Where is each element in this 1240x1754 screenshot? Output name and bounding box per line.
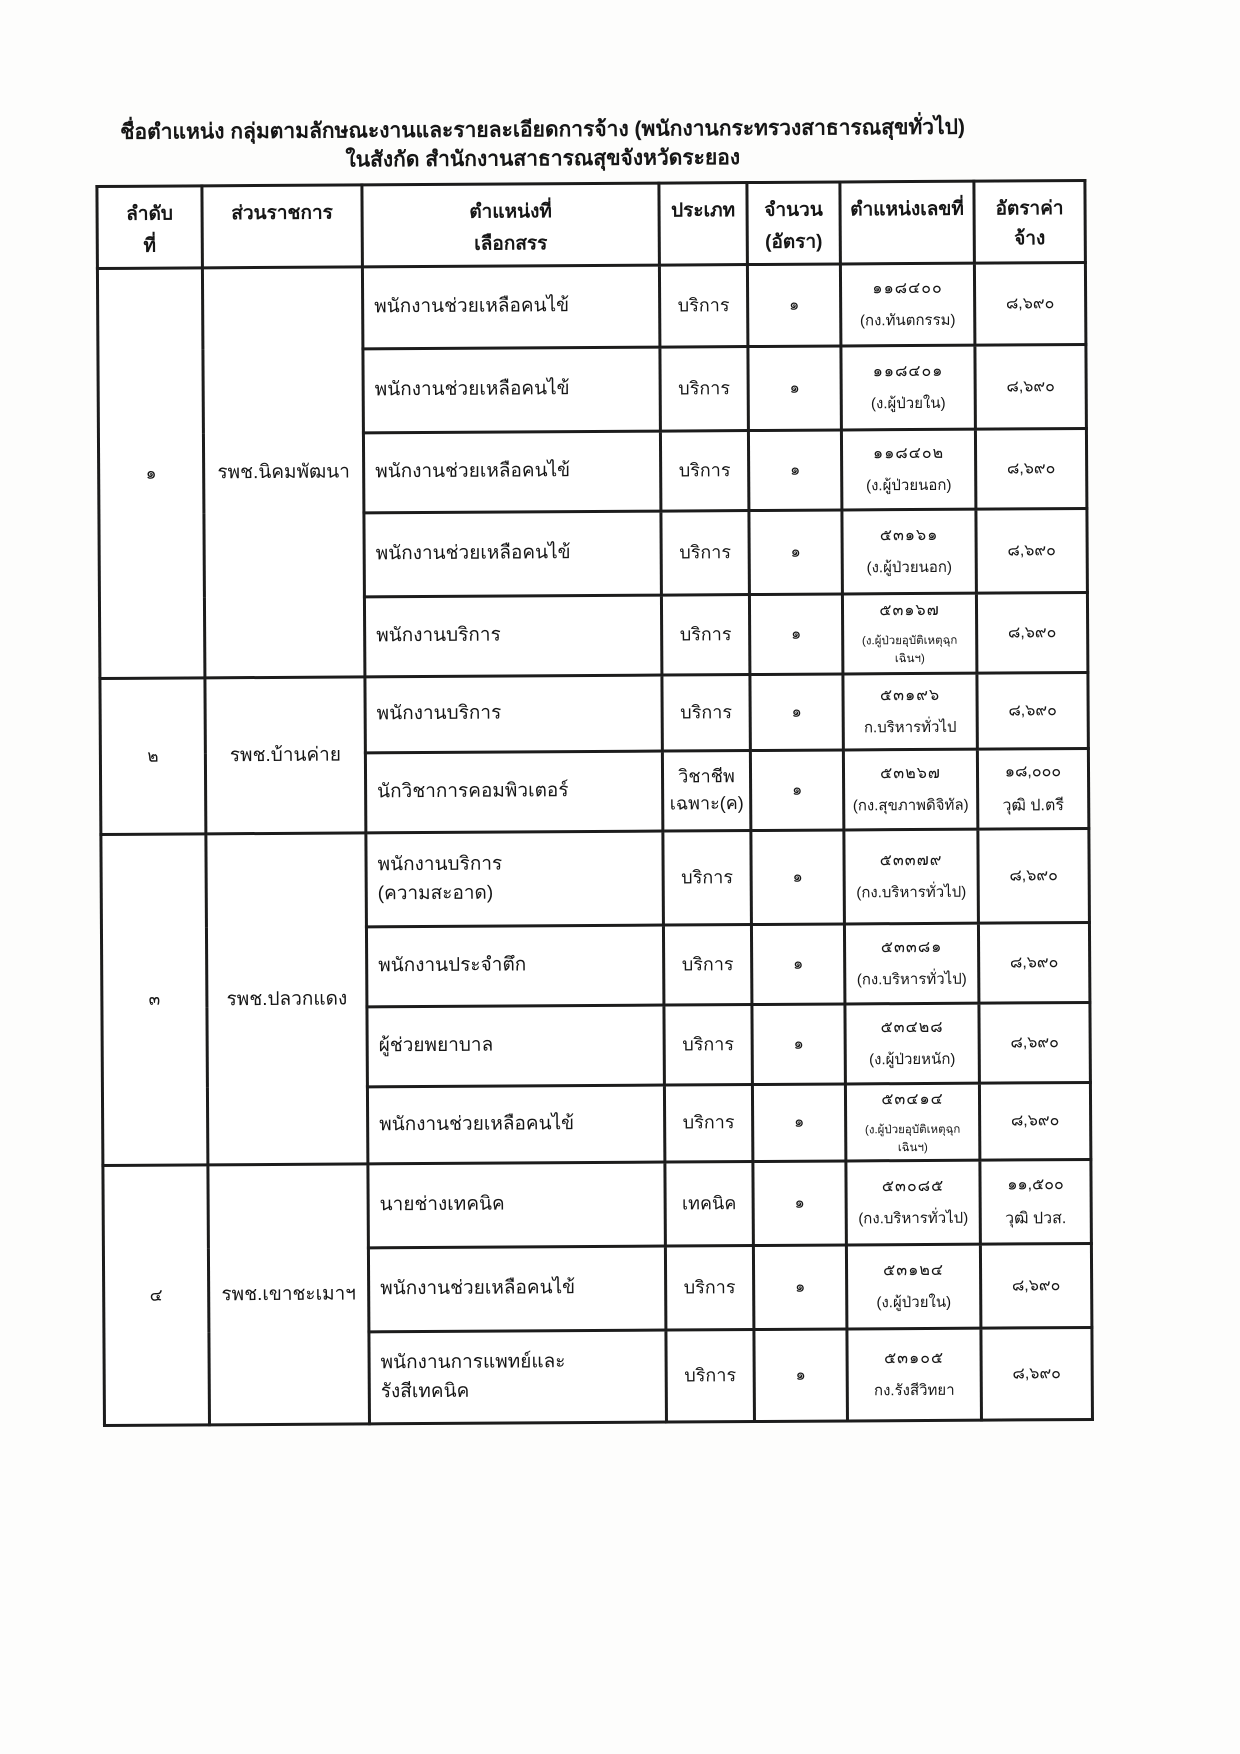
- type-cell: บริการ: [662, 674, 750, 751]
- wage-cell: ๘,๖๙๐: [976, 508, 1088, 593]
- position-number-cell: [845, 1003, 979, 1084]
- count-cell: ๑: [752, 1084, 845, 1162]
- document-subtitle: ในสังกัด สำนักงานสาธารณสุขจังหวัดระยอง: [345, 146, 741, 172]
- count-cell: ๑: [748, 346, 842, 431]
- order-number-cell: ๑: [97, 267, 205, 678]
- type-cell: บริการ: [660, 346, 749, 431]
- wage-amount: ๑๘,๐๐๐: [1004, 762, 1062, 781]
- position-number: ๕๓๑๐๕: [883, 1349, 945, 1368]
- position-cell: [365, 751, 662, 833]
- count-cell: ๑: [750, 750, 843, 831]
- table-row: [101, 828, 1090, 928]
- wage-cell: ๘,๖๙๐: [975, 428, 1086, 509]
- wage-cell: ๘,๖๙๐: [975, 344, 1087, 429]
- position-label: พนักงานช่วยเหลือคนไข้: [379, 1112, 575, 1136]
- position-number: ๕๓๓๗๙: [879, 851, 943, 870]
- position-label: พนักงานประจำตึก: [378, 954, 527, 977]
- wage-qualification: วุฒิ ปวส.: [1005, 1209, 1067, 1228]
- position-department: (กง.บริหารทั่วไป): [858, 1209, 969, 1228]
- position-label: พนักงานช่วยเหลือคนไข้: [375, 542, 571, 565]
- type-cell: บริการ: [661, 594, 749, 675]
- position-number-cell: [845, 1083, 979, 1161]
- position-cell: [368, 1246, 666, 1332]
- position-label: นายช่างเทคนิค: [379, 1193, 505, 1216]
- position-number-cell: [847, 1328, 982, 1421]
- position-department: (ง.ผู้ป่วยนอก): [866, 558, 952, 577]
- position-number-cell: [844, 829, 979, 924]
- header-count-line2: (อัตรา): [765, 231, 823, 253]
- position-label: พนักงานช่วยเหลือคนไข้: [374, 295, 570, 318]
- position-department: (ง.ผู้ป่วยใน): [870, 394, 946, 413]
- position-cell: [363, 347, 661, 433]
- header-order-line2: ที่: [143, 235, 157, 257]
- position-number: ๕๓๑๖๗: [879, 601, 940, 620]
- position-number: ๑๑๘๔๐๐: [872, 279, 943, 298]
- position-number-cell: [843, 673, 977, 750]
- wage-cell: [980, 1159, 1092, 1244]
- position-department: (กง.บริหารทั่วไป): [856, 883, 967, 902]
- position-department: (กง.ทันตกรรม): [859, 311, 956, 330]
- table-row: [97, 262, 1085, 350]
- wage-cell: ๘,๖๙๐: [979, 1002, 1090, 1083]
- position-number: ๕๓๑๙๖: [879, 686, 941, 705]
- position-number: ๕๓๐๘๕: [881, 1177, 945, 1196]
- position-number: ๕๓๔๒๘: [880, 1018, 944, 1037]
- count-cell: ๑: [749, 510, 843, 595]
- position-cell: [366, 925, 663, 1007]
- position-number: ๕๓๒๖๗: [880, 764, 941, 783]
- type-cell: เทคนิค: [665, 1161, 754, 1246]
- wage-cell: ๘,๖๙๐: [976, 592, 1087, 673]
- position-cell: [367, 1085, 664, 1164]
- position-label: พนักงานช่วยเหลือคนไข้: [374, 378, 570, 401]
- position-cell: [366, 831, 664, 927]
- count-cell: ๑: [751, 830, 845, 925]
- wage-cell: ๘,๖๙๐: [978, 828, 1090, 923]
- count-cell: ๑: [748, 430, 841, 511]
- position-number-cell: [846, 1244, 981, 1329]
- count-cell: ๑: [747, 264, 840, 347]
- header-position-number: ตำแหน่งเลขที่: [840, 181, 974, 264]
- position-cell: [362, 265, 659, 349]
- table-row: [103, 1159, 1091, 1249]
- type-cell: บริการ: [664, 1084, 752, 1162]
- count-cell: ๑: [749, 594, 842, 675]
- position-cell: [364, 595, 661, 677]
- position-label: พนักงานช่วยเหลือคนไข้: [380, 1277, 576, 1300]
- position-label: ผู้ช่วยพยาบาล: [378, 1034, 494, 1057]
- count-cell: ๑: [752, 1004, 845, 1085]
- type-label: วิชาชีพ: [678, 766, 735, 787]
- agency-cell: รพช.เขาชะเมาฯ: [208, 1163, 370, 1424]
- header-row: [97, 180, 1085, 268]
- position-department: (กง.บริหารทั่วไป): [856, 970, 967, 989]
- position-number-cell: [841, 429, 975, 510]
- wage-cell: ๘,๖๙๐: [981, 1327, 1093, 1420]
- type-cell: [662, 750, 750, 831]
- position-number: ๕๓๓๘๑: [880, 938, 943, 957]
- position-department: (ง.ผู้ป่วยนอก): [866, 476, 952, 495]
- position-cell: [365, 675, 662, 753]
- count-cell: ๑: [751, 924, 844, 1005]
- wage-qualification: วุฒิ ป.ตรี: [1002, 796, 1065, 815]
- order-number-cell: ๒: [100, 677, 206, 834]
- wage-cell: ๘,๖๙๐: [980, 1243, 1092, 1328]
- type-cell: บริการ: [660, 430, 748, 511]
- position-number: ๑๑๘๔๐๑: [872, 362, 944, 381]
- header-type: ประเภท: [659, 182, 747, 265]
- header-position-line2: เลือกสรร: [474, 232, 548, 255]
- agency-cell: รพช.ปลวกแดง: [206, 832, 368, 1164]
- position-label: นักวิชาการคอมพิวเตอร์: [377, 780, 569, 803]
- header-count: [747, 182, 840, 265]
- order-number-cell: ๓: [101, 833, 208, 1165]
- header-count-line1: จำนวน: [764, 199, 823, 221]
- position-label: พนักงานการแพทย์และ: [380, 1350, 566, 1373]
- position-number-cell: [846, 1160, 981, 1245]
- header-order-line1: ลำดับ: [126, 203, 174, 225]
- wage-cell: ๘,๖๙๐: [979, 1082, 1090, 1160]
- count-cell: ๑: [753, 1245, 847, 1330]
- count-cell: ๑: [753, 1161, 847, 1246]
- position-cell: [367, 1005, 664, 1087]
- document-body: [95, 113, 1093, 1427]
- wage-cell: ๘,๖๙๐: [978, 922, 1089, 1003]
- position-cell: [363, 431, 660, 513]
- header-wage: อัตราค่าจ้าง: [974, 180, 1085, 263]
- agency-cell: รพช.บ้านค่าย: [205, 676, 366, 833]
- position-department: กง.รังสีวิทยา: [873, 1381, 955, 1400]
- positions-table: [95, 179, 1094, 1427]
- position-number-cell: [843, 749, 977, 830]
- position-number: ๕๓๔๑๔: [881, 1090, 944, 1108]
- position-department: (ง.ผู้ป่วยใน): [876, 1293, 952, 1312]
- position-number-cell: [842, 509, 977, 594]
- header-position-line1: ตำแหน่งที่: [469, 200, 552, 223]
- position-cell: [369, 1330, 667, 1424]
- wage-cell: ๘,๖๙๐: [977, 672, 1088, 749]
- position-label: พนักงานบริการ: [376, 624, 501, 647]
- header-position: [362, 183, 659, 267]
- position-number: ๕๓๑๒๔: [883, 1261, 945, 1280]
- position-department: (ง.ผู้ป่วยอุบัติเหตุฉุกเฉินฯ): [864, 1123, 961, 1154]
- position-cell: [368, 1162, 666, 1248]
- type-cell: บริการ: [666, 1329, 755, 1422]
- position-number-cell: [841, 345, 976, 430]
- position-cell: [364, 511, 662, 597]
- wage-cell: [977, 748, 1088, 829]
- position-number-cell: [840, 263, 974, 346]
- count-cell: ๑: [754, 1329, 848, 1422]
- position-department: (ง.ผู้ป่วยหนัก): [869, 1050, 956, 1069]
- position-department: (ง.ผู้ป่วยอุบัติเหตุฉุกเฉินฯ): [862, 634, 958, 666]
- type-cell: บริการ: [664, 1004, 752, 1085]
- position-number-cell: [844, 923, 978, 1004]
- position-department: ก.บริหารทั่วไป: [863, 718, 957, 737]
- position-label-line2: รังสีเทคนิค: [380, 1380, 470, 1403]
- position-number: ๕๓๑๖๑: [879, 526, 939, 545]
- type-label-line2: เฉพาะ(ค): [669, 793, 744, 814]
- position-label: พนักงานบริการ: [376, 702, 502, 725]
- header-agency: ส่วนราชการ: [202, 184, 362, 267]
- type-cell: บริการ: [663, 830, 752, 925]
- wage-cell: ๘,๖๙๐: [974, 262, 1085, 345]
- position-number-cell: [842, 593, 976, 674]
- agency-cell: รพช.นิคมพัฒนา: [202, 266, 365, 677]
- position-label-line2: (ความสะอาด): [377, 882, 494, 905]
- document-title: ชื่อตำแหน่ง กลุ่มตามลักษณะงานและรายละเอียดการจ้าง (พนักงานกระทรวงสาธารณสุขทั่วไป): [120, 115, 966, 144]
- wage-amount: ๑๑,๕๐๐: [1007, 1175, 1064, 1194]
- document-header: [95, 113, 1085, 176]
- header-order-number: [97, 185, 202, 268]
- order-number-cell: ๔: [103, 1164, 210, 1425]
- position-label: พนักงานช่วยเหลือคนไข้: [375, 460, 571, 483]
- type-cell: บริการ: [661, 510, 750, 595]
- position-department: (กง.สุขภาพดิจิทัล): [852, 796, 969, 815]
- count-cell: ๑: [750, 674, 843, 751]
- type-cell: บริการ: [665, 1245, 754, 1330]
- table-row: [100, 672, 1088, 754]
- type-cell: บริการ: [659, 264, 747, 347]
- type-cell: บริการ: [663, 924, 751, 1005]
- position-number: ๑๑๘๔๐๒: [872, 444, 945, 463]
- position-label: พนักงานบริการ: [377, 853, 503, 875]
